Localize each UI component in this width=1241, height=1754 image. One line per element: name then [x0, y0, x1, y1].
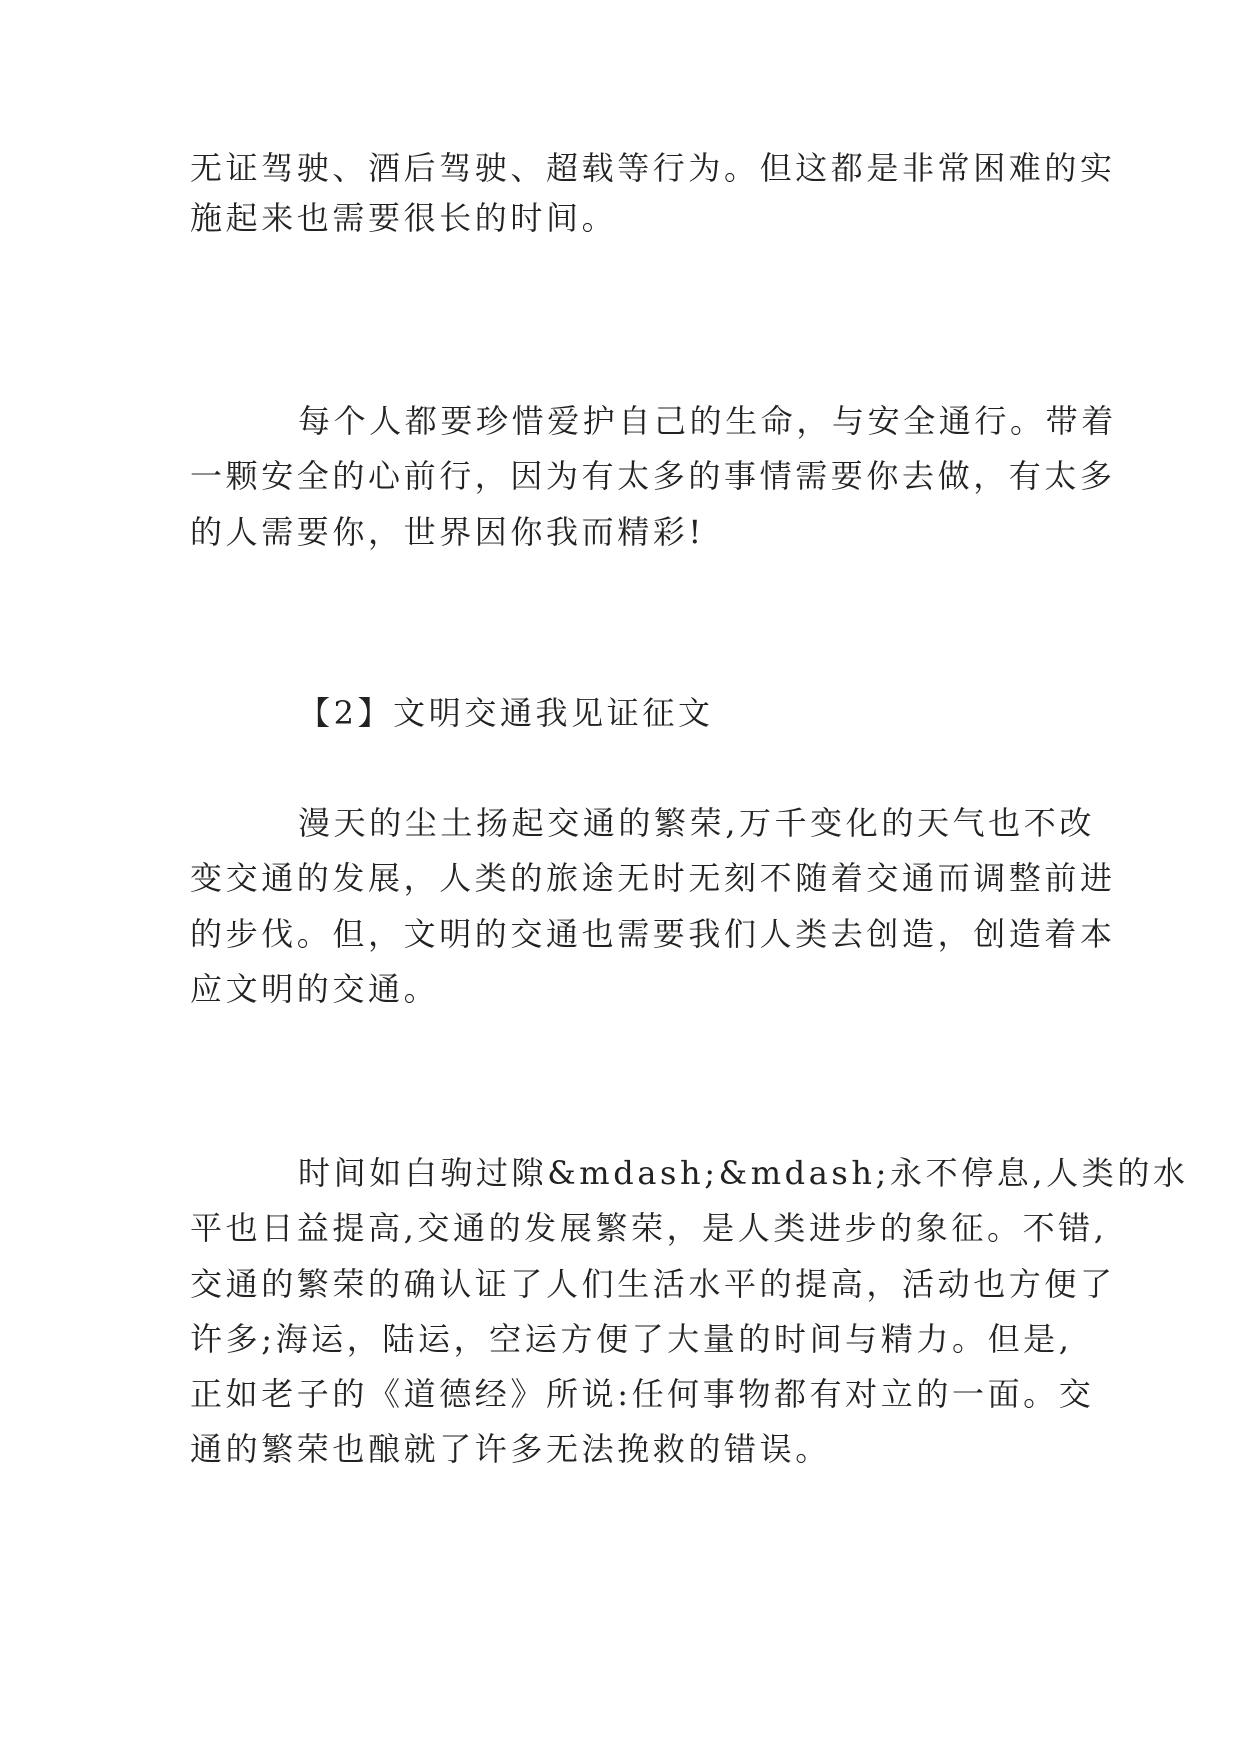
- paragraph-2-line-3: 的人需要你，世界因你我而精彩!: [190, 513, 705, 551]
- paragraph-3-line-3: 的步伐。但，文明的交通也需要我们人类去创造，创造着本: [190, 915, 1116, 953]
- paragraph-4-line-1: 时间如白驹过隙&mdash;&mdash;永不停息,人类的水: [298, 1154, 1189, 1192]
- paragraph-4-line-4: 许多;海运，陆运，空运方便了大量的时间与精力。但是,: [190, 1320, 1073, 1358]
- paragraph-4-line-6: 通的繁荣也酿就了许多无法挽救的错误。: [190, 1430, 831, 1468]
- section-heading: 【2】文明交通我见证征文: [298, 694, 714, 732]
- paragraph-1-line-1: 无证驾驶、酒后驾驶、超载等行为。但这都是非常困难的实: [190, 149, 1116, 187]
- paragraph-1-line-2: 施起来也需要很长的时间。: [190, 199, 618, 237]
- paragraph-2-line-1: 每个人都要珍惜爱护自己的生命，与安全通行。带着: [298, 402, 1117, 440]
- paragraph-4-line-5: 正如老子的《道德经》所说:任何事物都有对立的一面。交: [190, 1375, 1095, 1413]
- paragraph-4-line-3: 交通的繁荣的确认证了人们生活水平的提高，活动也方便了: [190, 1265, 1116, 1303]
- paragraph-2-line-2: 一颗安全的心前行，因为有太多的事情需要你去做，有太多: [190, 457, 1116, 495]
- paragraph-3-line-4: 应文明的交通。: [190, 970, 440, 1008]
- paragraph-3-line-1: 漫天的尘土扬起交通的繁荣,万千变化的天气也不改: [298, 804, 1095, 842]
- paragraph-3-line-2: 变交通的发展，人类的旅途无时无刻不随着交通而调整前进: [190, 859, 1116, 897]
- paragraph-4-line-2: 平也日益提高,交通的发展繁荣，是人类进步的象征。不错,: [190, 1209, 1108, 1247]
